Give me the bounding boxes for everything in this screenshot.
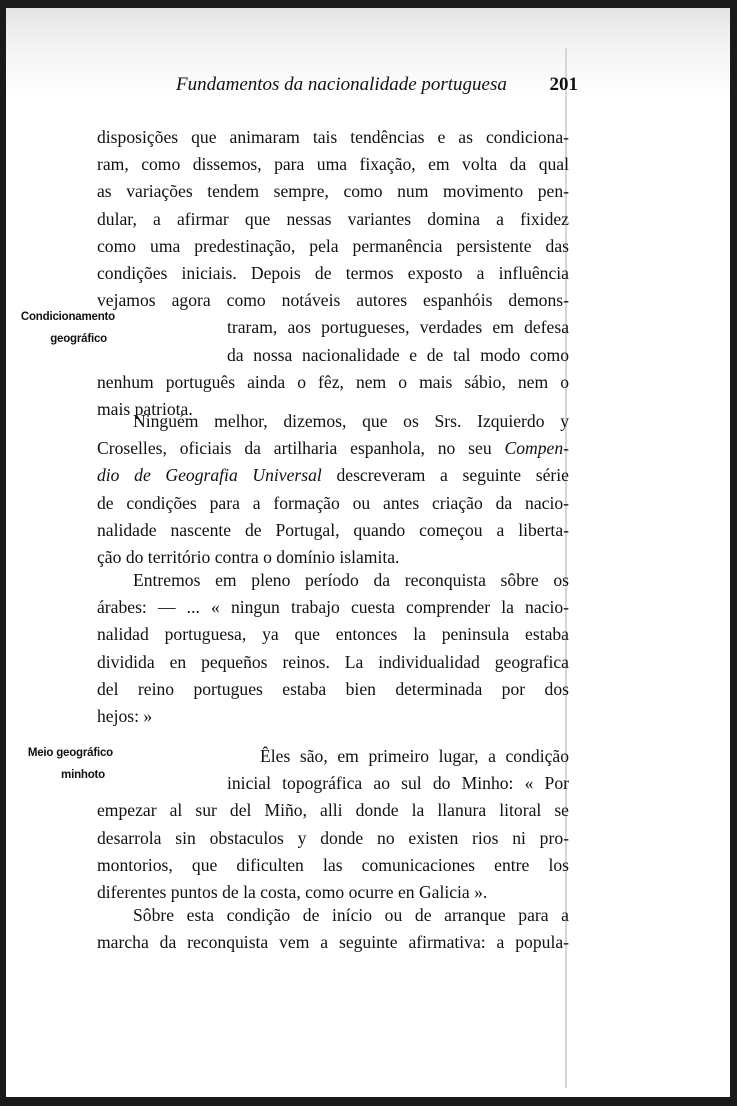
text-line: condições iniciais. Depois de termos exposto a influência [97, 262, 569, 283]
text-line: montorios, que dificulten las comunicaciones entre los [97, 854, 569, 875]
text-line: nenhum português ainda o fêz, nem o mais sábio, nem o [97, 371, 569, 392]
text-line: vejamos agora como notáveis autores espanhóis demons- [97, 290, 569, 311]
book-title-italic: dio de Geografia Universal [97, 465, 322, 486]
side-note-condicionamento [6, 306, 115, 350]
text-line: diferentes puntos de la costa, como ocurre en Galicia ». [97, 881, 488, 902]
paragraph-3 [97, 567, 569, 730]
text-line: nalidade nascente de Portugal, quando começou a liberta- [97, 519, 569, 540]
paragraph-5 [97, 902, 569, 956]
text-line: disposições que animaram tais tendências e as condiciona- [97, 127, 569, 147]
text-line: Sôbre esta condição de início ou de arranque para a [133, 905, 569, 925]
text-line: dular, a afirmar que nessas variantes domina a fixidez [97, 208, 569, 229]
text-line: desarrola sin obstaculos y donde no existen rios ni pro- [97, 827, 569, 848]
text-line: Entremos em pleno período da reconquista sôbre os [133, 570, 569, 590]
side-note-line: Meio geográfico [27, 747, 113, 759]
text-line: ção do território contra o domínio islamita. [97, 546, 400, 567]
book-page [6, 8, 730, 1097]
running-title: Fundamentos da nacionalidade portuguesa [176, 74, 507, 95]
text-line: mais patriota. [97, 398, 193, 419]
book-title-italic: Compen- [504, 438, 569, 459]
page-number: 201 [549, 74, 578, 95]
paragraph-4 [97, 743, 569, 906]
side-note-line: geográfico [50, 333, 107, 345]
text-line: as variações tendem sempre, como num movimento pen- [97, 181, 569, 202]
text-line: inicial topográfica ao sul do Minho: « Por [227, 773, 569, 794]
page-header [106, 74, 578, 100]
text-line: nalidad portuguesa, ya que entonces la peninsula estaba [97, 624, 569, 645]
text-segment: Croselles, oficiais da artilharia espanhola, no seu [97, 438, 505, 459]
text-line: ram, como dissemos, para uma fixação, em volta da qual [97, 154, 569, 175]
text-line: marcha da reconquista vem a seguinte afirmativa: a popula- [97, 932, 569, 953]
text-line: Êles são, em primeiro lugar, a condição [260, 746, 569, 766]
paragraph-1 [97, 124, 569, 423]
text-line: del reino portugues estaba bien determinada por dos [97, 678, 569, 699]
text-line: da nossa nacionalidade e de tal modo como [227, 344, 569, 365]
text-line: empezar al sur del Miño, alli donde la llanura litoral se [97, 800, 569, 821]
text-line: dividida en pequeños reinos. La individualidad geografica [97, 651, 569, 672]
text-line: traram, aos portugueses, verdades em defesa [227, 317, 569, 338]
paragraph-2 [97, 408, 569, 571]
text-line: árabes: — ... « ningun trabajo cuesta comprender la nacio- [97, 597, 569, 618]
text-line: de condições para a formação ou antes criação da nacio- [97, 492, 569, 513]
text-line [97, 435, 569, 462]
text-line: Ninguém melhor, dizemos, que os Srs. Izquierdo y [133, 411, 569, 431]
text-segment: descreveram a seguinte série [321, 465, 569, 486]
text-line: como uma predestinação, pela permanência persistente das [97, 235, 569, 256]
side-note-line: minhoto [61, 769, 105, 781]
text-line: hejos: » [97, 705, 153, 726]
text-line [97, 462, 569, 489]
side-note-line: Condicionamento [20, 311, 115, 323]
